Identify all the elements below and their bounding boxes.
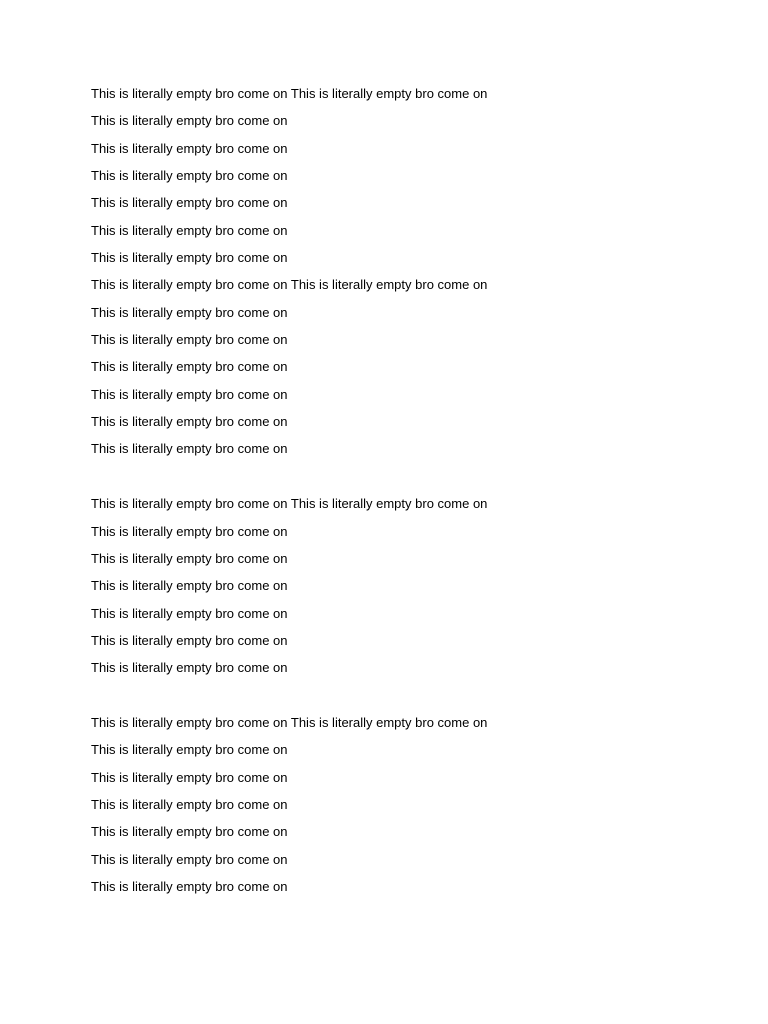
text-line: This is literally empty bro come on This is literally empty bro come on <box>91 496 488 512</box>
text-line: This is literally empty bro come on <box>91 660 288 676</box>
document-body[interactable] <box>91 83 691 903</box>
text-line: This is literally empty bro come on <box>91 195 288 211</box>
text-line: This is literally empty bro come on <box>91 824 288 840</box>
text-line: This is literally empty bro come on This is literally empty bro come on <box>91 277 488 293</box>
text-line: This is literally empty bro come on This is literally empty bro come on <box>91 86 488 101</box>
text-line: This is literally empty bro come on <box>91 742 288 758</box>
text-line: This is literally empty bro come on <box>91 851 288 867</box>
text-line: This is literally empty bro come on <box>91 168 288 184</box>
text-line: This is literally empty bro come on <box>91 222 288 238</box>
text-line: This is literally empty bro come on <box>91 769 288 785</box>
text-line: This is literally empty bro come on <box>91 632 288 648</box>
text-line: This is literally empty bro come on <box>91 332 288 348</box>
text-line: This is literally empty bro come on <box>91 550 288 566</box>
text-line: This is literally empty bro come on <box>91 414 288 430</box>
text-line: This is literally empty bro come on <box>91 113 288 129</box>
text-line: This is literally empty bro come on <box>91 578 288 594</box>
text-line: This is literally empty bro come on <box>91 250 288 266</box>
blank-line <box>91 466 691 493</box>
text-line: This is literally empty bro come on <box>91 523 288 539</box>
text-line: This is literally empty bro come on <box>91 304 288 320</box>
text-line: This is literally empty bro come on <box>91 140 288 156</box>
text-line: This is literally empty bro come on <box>91 878 288 894</box>
text-line: This is literally empty bro come on <box>91 796 288 812</box>
text-line: This is literally empty bro come on <box>91 441 288 457</box>
text-line: This is literally empty bro come on This is literally empty bro come on <box>91 714 488 730</box>
text-line: This is literally empty bro come on <box>91 386 288 402</box>
text-line: This is literally empty bro come on <box>91 359 288 375</box>
blank-line <box>91 685 691 712</box>
text-line: This is literally empty bro come on <box>91 605 288 621</box>
